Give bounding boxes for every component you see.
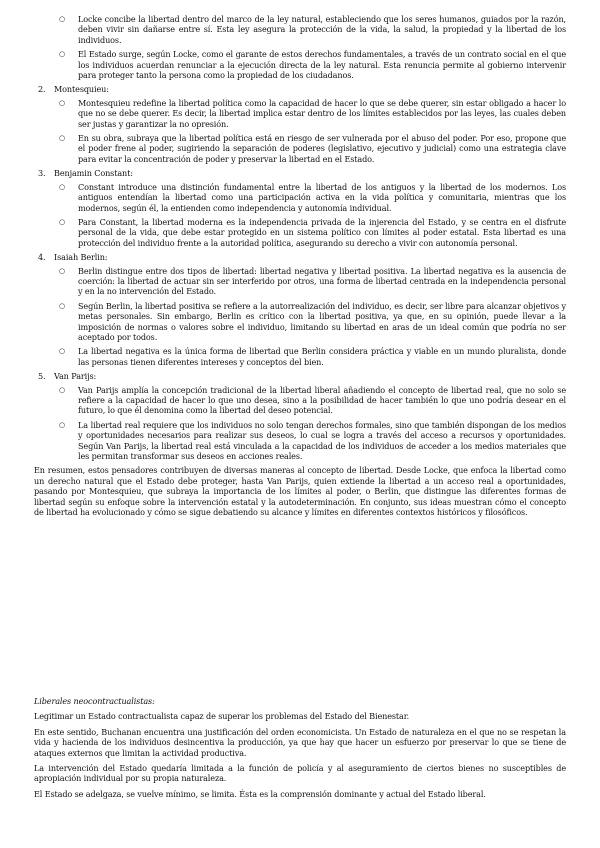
bullet-text: Constant introduce una distinción fundamental entre la libertad de los antiguos y la libertad de los modernos. Los antiguos entendían la libertad como una participación activa en la vida política y comunitaria, mientras que los modernos, según él, la entienden como independencia y autonomía individual. [78,181,566,213]
section-title: Montesquieu: [54,84,109,95]
list-item [34,346,566,367]
section-constant [34,168,566,248]
list-item [34,266,566,297]
section-berlin [34,252,566,367]
list-item [34,98,566,129]
section-number: 3. [38,168,46,179]
hollow-bullet-icon: ○ [59,50,65,59]
list-item [34,182,566,213]
section-title: Isaiah Berlin: [54,252,108,263]
section-montesquieu [34,84,566,164]
document-body [34,14,566,522]
bullet-text: La libertad real requiere que los individuos no solo tengan derechos formales, sino que también dispongan de los medios y oportunidades necesarios para realizar sus deseos, lo cual se logra a través del acceso a recursos y oportunidades. Según Van Parijs, la libertad real está vinculada a la capacidad de los individuos de acceder a los medios materiales que les permitan transformar sus deseos en acciones reales. [78,419,566,462]
hollow-bullet-icon: ○ [59,98,65,107]
hollow-bullet-icon: ○ [59,420,65,429]
list-item [34,49,566,80]
hollow-bullet-icon: ○ [59,15,65,23]
hollow-bullet-icon: ○ [59,182,65,191]
hollow-bullet-icon: ○ [59,301,65,310]
neocontractualist-section [34,696,566,804]
section-heading [34,371,566,381]
section-number: 2. [38,84,46,95]
list-item [34,14,566,45]
section-van-parijs [34,371,566,461]
bullet-text: Montesquieu redefine la libertad política como la capacidad de hacer lo que se debe querer, sin estar obligado a hacer lo que no se debe querer. Es decir, la libertad implica estar dentro de los límites establecidos por las leyes, las cuales deben ser justas y garantizar la no opresión. [78,97,566,129]
paragraph: El Estado se adelgaza, se vuelve mínimo, se limita. Ésta es la comprensión dominante y actual del Estado liberal. [34,788,486,799]
section-title: Benjamin Constant: [54,168,133,179]
summary-paragraph: En resumen, estos pensadores contribuyen de diversas maneras al concepto de libertad. Desde Locke, que enfoca la libertad como un derecho natural que el Estado debe proteger, hasta Van Parijs, quien extiende la libertad a un acceso real a oportunidades, pasando por Montesquieu, que subraya la importancia de los límites al poder, o Berlin, que distingue las diferentes formas de libertad según su enfoque sobre la intervención estatal y la autodeterminación. En conjunto, sus ideas muestran cómo el concepto de libertad ha evolucionado y cómo se sigue debatiendo su alcance y límites en diferentes contextos históricos y filosóficos. [34,465,566,518]
bullet-text: Según Berlin, la libertad positiva se refiere a la autorrealización del individuo, es decir, ser libre para alcanzar objetivos y metas personales. Sin embargo, Berlin es crítico con la libertad positiva, ya que, en su opinión, puede llevar a la imposición de normas o valores sobre el individuo, limitando su libertad en aras de un ideal común que podría no ser aceptado por todos. [78,300,566,342]
hollow-bullet-icon: ○ [59,266,65,275]
list-item [34,301,566,343]
section-heading [34,84,566,94]
section-number: 5. [38,371,46,382]
bullet-text: Locke concibe la libertad dentro del marco de la ley natural, estableciendo que los seres humanos, guiados por la razón, deben vivir sin dañarse entre sí. Esta ley asegura la protección de la vida, la salud, la propiedad y la libertad de los individuos. [78,14,566,45]
paragraph: Legitimar un Estado contractualista capaz de superar los problemas del Estado del Bienestar. [34,711,410,722]
bullet-text: El Estado surge, según Locke, como el garante de estos derechos fundamentales, a través de un contrato social en el que los individuos acuerdan renunciar a la ejecución directa de la ley natural. Esta renuncia permite al gobierno intervenir para proteger tanto la persona como la propiedad de los ciudadanos. [78,49,566,81]
bullet-text: Para Constant, la libertad moderna es la independencia privada de la injerencia del Estado, y se centra en el disfrute personal de la vida, que debe estar protegido en un sistema político con límites al poder estatal. Esta libertad es una protección del individuo frente a la autoridad política, asegurando su derecho a vivir con autonomía personal. [78,216,566,248]
list-item [34,385,566,416]
section-number: 4. [38,252,46,263]
section-title: Van Parijs: [54,371,97,382]
section-heading [34,168,566,178]
hollow-bullet-icon: ○ [59,347,65,356]
list-item [34,133,566,164]
bullet-text: Berlin distingue entre dos tipos de libertad: libertad negativa y libertad positiva. La libertad negativa es la ausencia de coerción: la libertad de actuar sin ser interferido por otros, una forma de libertad centrada en la independencia personal y en la no intervención del Estado. [78,265,566,297]
section-heading-italic: Liberales neocontractualistas: [34,696,155,706]
hollow-bullet-icon: ○ [59,217,65,226]
bullet-text: La libertad negativa es la única forma de libertad que Berlin considera práctica y viable en un mundo pluralista, donde las personas tienen diferentes intereses y conceptos del bien. [78,346,566,367]
bullet-text: Van Parijs amplía la concepción tradicional de la libertad liberal añadiendo el concepto de libertad real, que no solo se refiere a la capacidad de hacer lo que uno desea, sino a la posibilidad de hacer también lo que uno podría desear en el futuro, lo que él denomina como la libertad del deseo potencial. [78,384,566,416]
list-item [34,420,566,462]
hollow-bullet-icon: ○ [59,385,65,394]
section-heading [34,252,566,262]
paragraph: En este sentido, Buchanan encuentra una justificación del orden economicista. Un Estado de naturaleza en el que no se respetan la vida y hacienda de los individuos desincentiva la producción, ya que hay que hacer un esfuerzo por preservar lo que se tiene de ataques externos que limitan la actividad productiva. [34,726,566,758]
bullet-text: En su obra, subraya que la libertad política está en riesgo de ser vulnerada por el abuso del poder. Por eso, propone que el poder frene al poder, sugiriendo la separación de poderes (legislativo, ejecutivo y judicial) como una estrategia clave para evitar la concentración de poder y preservar la libertad en el Estado. [78,133,566,164]
paragraph: La intervención del Estado quedaría limitada a la función de policía y al aseguramiento de ciertos bienes no susceptibles de apropiación individual por su propia naturaleza. [34,763,566,784]
hollow-bullet-icon: ○ [59,134,65,143]
list-item [34,217,566,248]
section-locke [34,14,566,80]
